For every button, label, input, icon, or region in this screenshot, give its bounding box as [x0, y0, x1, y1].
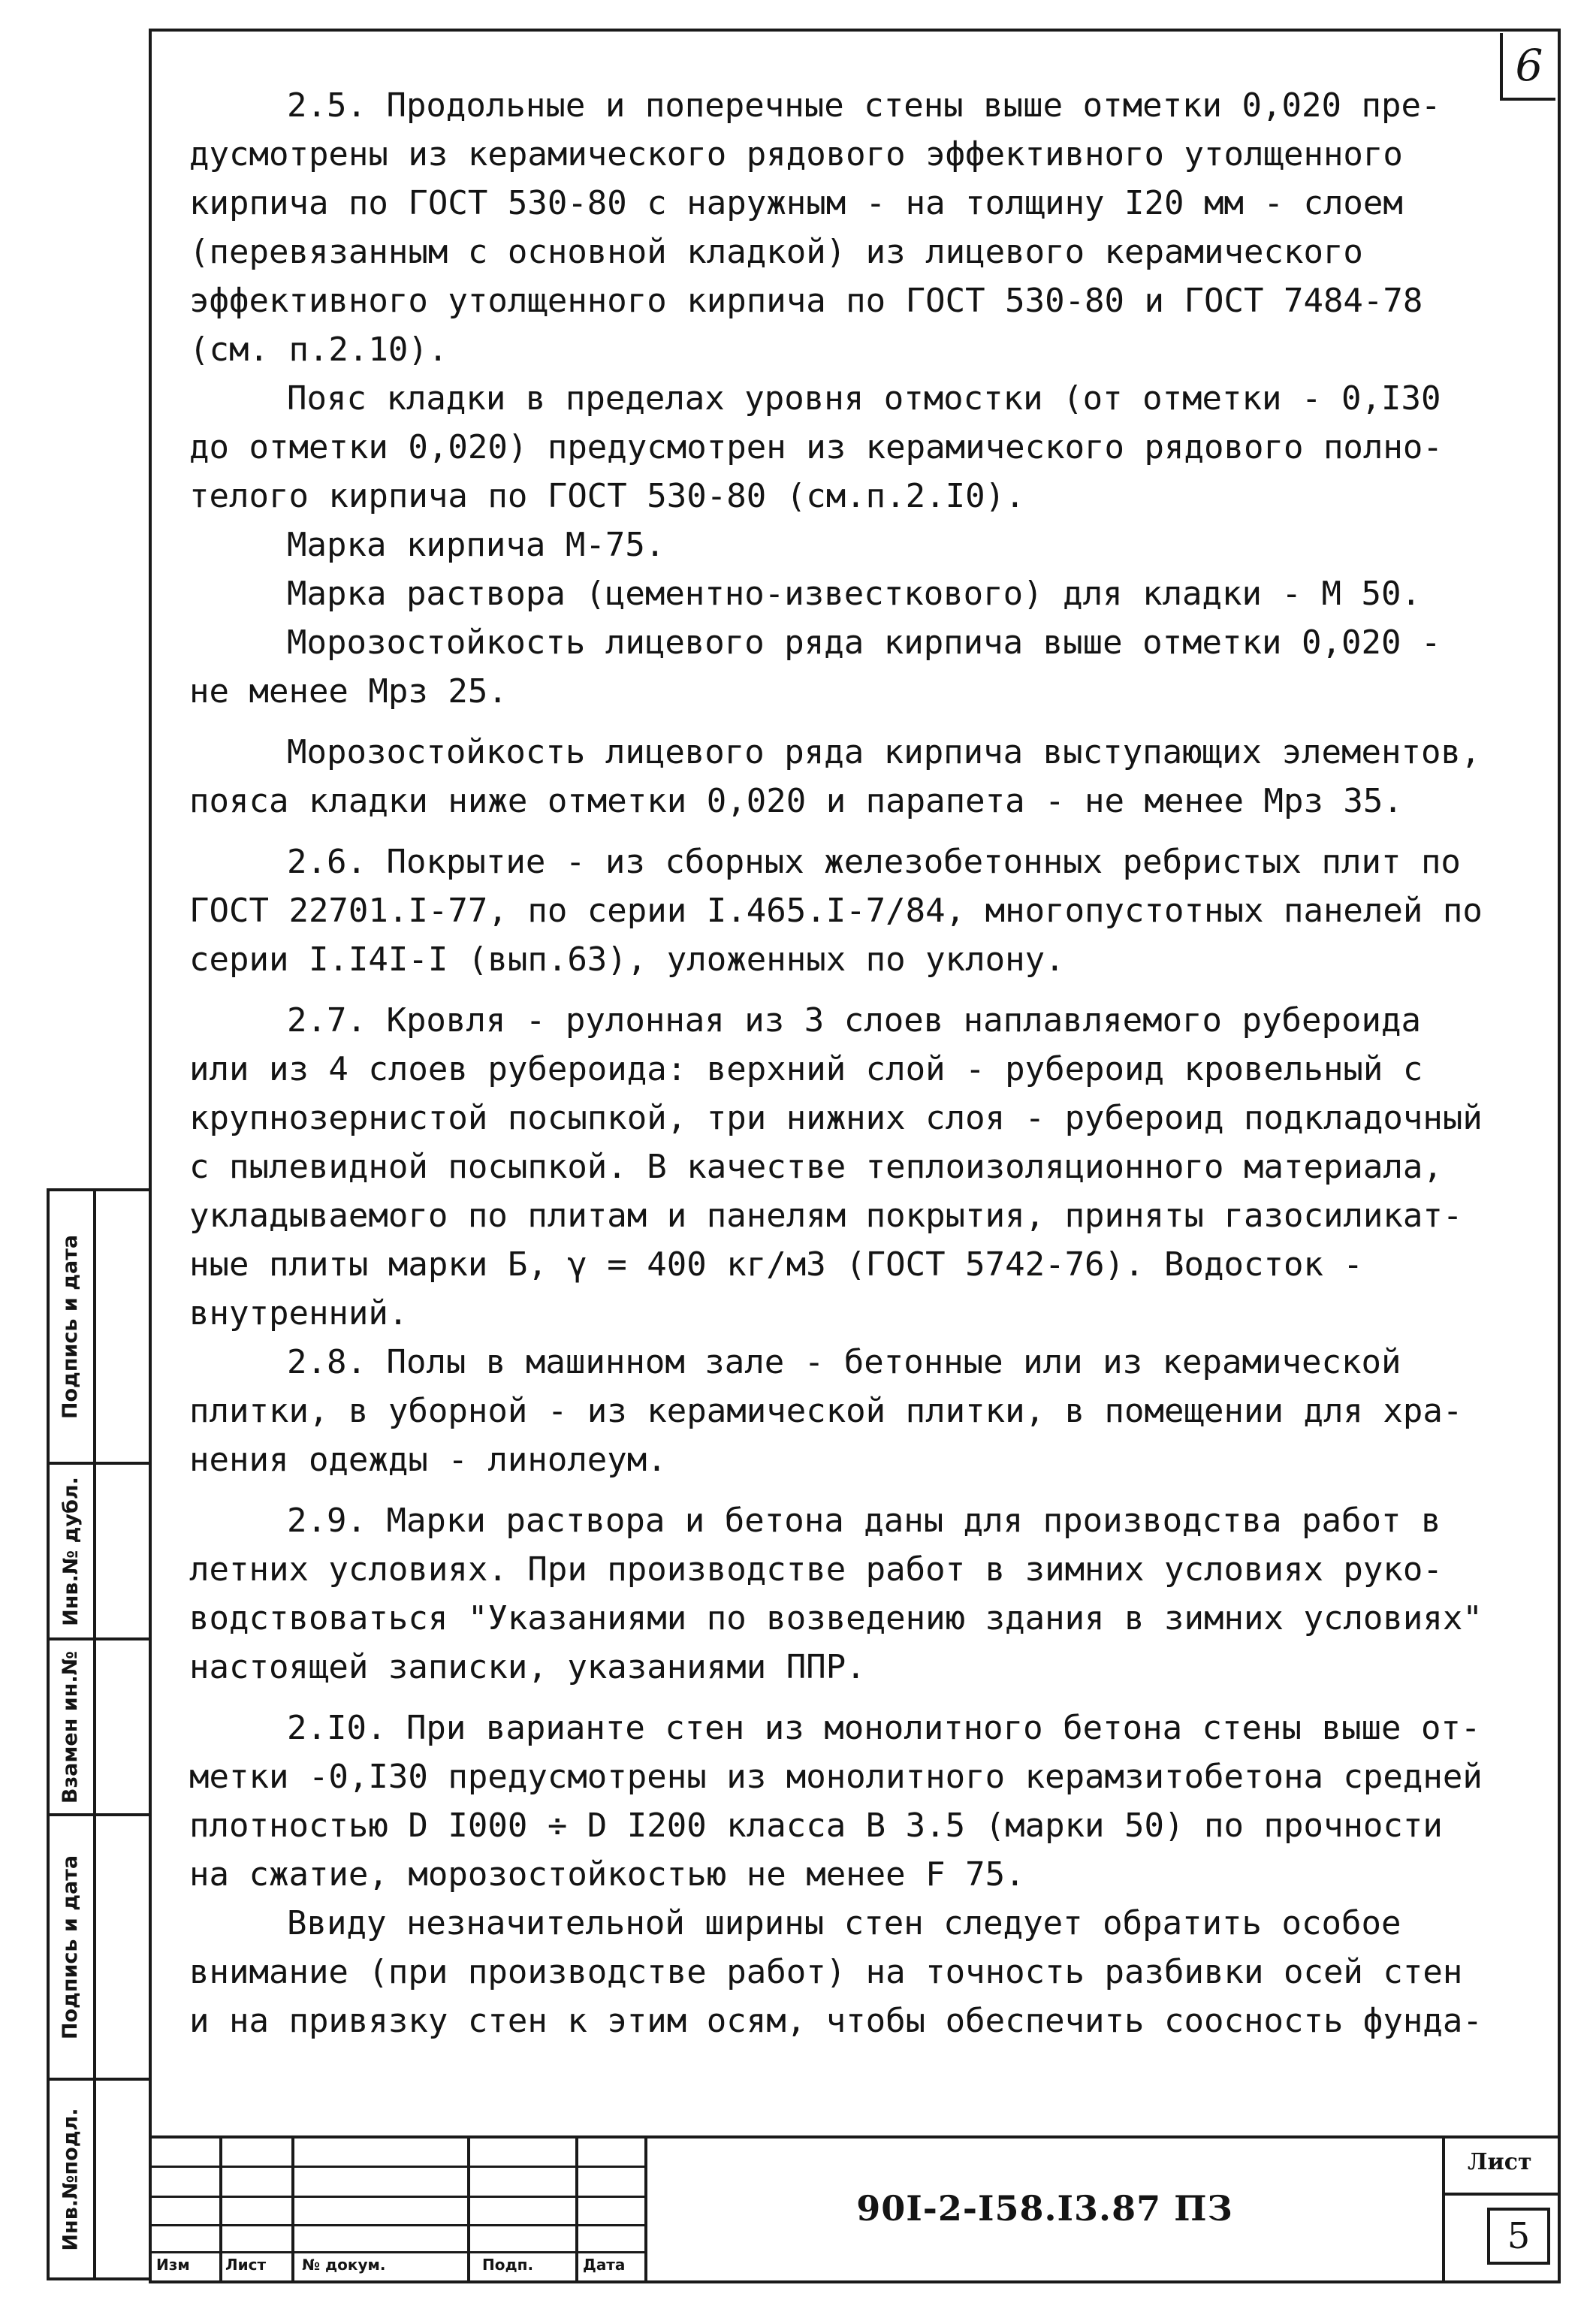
document-body [189, 81, 1534, 2045]
text-line: внимание (при производстве работ) на точность разбивки осей стен [189, 1953, 1463, 1991]
left-stamp-divider [93, 1188, 96, 2280]
paragraph-mortar-grade [189, 569, 1534, 618]
text-line: кирпича по ГОСТ 530-80 с наружным - на толщину I20 мм - слоем [189, 184, 1403, 222]
text-line: плотностью D I000 ÷ D I200 класса В 3.5 (марки 50) по прочности [189, 1806, 1443, 1845]
text-line: с пылевидной посыпкой. В качестве теплоизоляционного материала, [189, 1148, 1443, 1186]
title-block-row-line [152, 2196, 647, 2198]
text-line: летних условиях. При производстве работ в зимних условиях руко- [189, 1550, 1443, 1589]
title-block-row-line [152, 2166, 647, 2168]
text-line: Морозостойкость лицевого ряда кирпича выступающих элементов, [287, 733, 1481, 771]
paragraph-2-10 [189, 1704, 1534, 1899]
header-sheet: Лист [225, 2256, 267, 2274]
text-line: 2.8. Полы в машинном зале - бетонные или из керамической [287, 1343, 1401, 1381]
text-line: (см. п.2.10). [189, 331, 448, 369]
header-signature: Подп. [482, 2256, 534, 2274]
sheet-label: Лист [1468, 2149, 1532, 2175]
paragraph-2-8 [189, 1338, 1534, 1484]
text-line: 2.9. Марки раствора и бетона даны для производства работ в [287, 1502, 1441, 1540]
text-line: плитки, в уборной - из керамической плитки, в помещении для хра- [189, 1392, 1463, 1430]
text-line: до отметки 0,020) предусмотрен из керамического рядового полно- [189, 428, 1443, 466]
text-line: эффективного утолщенного кирпича по ГОСТ 530-80 и ГОСТ 7484-78 [189, 282, 1423, 320]
title-block-col-line [467, 2135, 470, 2280]
text-line: водствоваться "Указаниями по возведению здания в зимних условиях" [189, 1599, 1483, 1637]
document-code: 90I-2-I58.I3.87 ПЗ [856, 2187, 1233, 2229]
paragraph-accuracy [189, 1899, 1534, 2045]
paragraph-frost-2 [189, 728, 1534, 826]
header-change: Изм [156, 2256, 190, 2274]
paragraph-2-6 [189, 838, 1534, 984]
title-block-col-line [575, 2135, 578, 2280]
stamp-label-replace-inv: Взамен ин.№ [59, 1650, 83, 1803]
header-doc-number: № докум. [302, 2256, 386, 2274]
paragraph-2-7 [189, 996, 1534, 1338]
text-line: крупнозернистой посыпкой, три нижних слоя - рубероид подкладочный [189, 1099, 1483, 1137]
stamp-label-duplicate-inv: Инв.№ дубл. [59, 1476, 83, 1626]
paragraph-2-5 [189, 81, 1534, 374]
header-date: Дата [583, 2256, 626, 2274]
title-block-col-line [1442, 2135, 1445, 2280]
text-line: дусмотрены из керамического рядового эффективного утолщенного [189, 135, 1403, 174]
text-line: Ввиду незначительной ширины стен следует обратить особое [287, 1904, 1401, 1942]
text-line: телого кирпича по ГОСТ 530-80 (см.п.2.I0). [189, 477, 1025, 515]
sheet-divider [1442, 2193, 1558, 2196]
text-line: укладываемого по плитам и панелям покрытия, приняты газосиликат- [189, 1197, 1463, 1235]
text-line: Пояс кладки в пределах уровня отмостки (от отметки - 0,I30 [287, 379, 1441, 418]
left-stamp-column [47, 1188, 149, 2280]
text-line: настоящей записки, указаниями ППР. [189, 1648, 866, 1686]
title-block-col-line [291, 2135, 294, 2280]
text-line: Марка раствора (цементно-известкового) для кладки - М 50. [287, 575, 1421, 613]
paragraph-frost-1 [189, 618, 1534, 716]
text-line: метки -0,I30 предусмотрены из монолитного керамзитобетона средней [189, 1758, 1483, 1796]
text-line: ГОСТ 22701.I-77, по серии I.465.I-7/84, многопустотных панелей по [189, 892, 1483, 930]
text-line: ные плиты марки Б, γ = 400 кг/м3 (ГОСТ 5742-76). Водосток - [189, 1245, 1363, 1284]
sheet-number: 5 [1487, 2208, 1550, 2265]
text-line: внутренний. [189, 1294, 409, 1333]
text-line: и на привязку стен к этим осям, чтобы обеспечить соосность фунда- [189, 2002, 1483, 2040]
paragraph-belt [189, 374, 1534, 521]
text-line: (перевязанным с основной кладкой) из лицевого керамического [189, 233, 1363, 271]
stamp-label-signature-date-2: Подпись и дата [59, 1855, 83, 2039]
text-line: на сжатие, морозостойкостью не менее F 75. [189, 1855, 1025, 1894]
text-line: нения одежды - линолеум. [189, 1441, 667, 1479]
text-line: Марка кирпича М-75. [287, 526, 665, 564]
text-line: 2.7. Кровля - рулонная из 3 слоев наплавляемого рубероида [287, 1001, 1421, 1040]
text-line: или из 4 слоев рубероида: верхний слой - рубероид кровельный с [189, 1050, 1423, 1088]
text-line: Морозостойкость лицевого ряда кирпича выше отметки 0,020 - [287, 623, 1441, 662]
text-line: не менее Мрз 25. [189, 672, 508, 711]
text-line: 2.I0. При варианте стен из монолитного бетона стены выше от- [287, 1709, 1481, 1747]
paragraph-brick-grade [189, 521, 1534, 569]
title-block-row-line [152, 2251, 647, 2253]
text-line: пояса кладки ниже отметки 0,020 и парапета - не менее Мрз 35. [189, 782, 1403, 820]
title-block [152, 2135, 1558, 2280]
text-line: серии I.I4I-I (вып.63), уложенных по уклону. [189, 940, 1065, 979]
title-block-col-line [219, 2135, 222, 2280]
stamp-label-original-inv: Инв.№подл. [59, 2107, 83, 2251]
text-line: 2.6. Покрытие - из сборных железобетонных ребристых плит по [287, 843, 1461, 881]
paragraph-2-9 [189, 1496, 1534, 1692]
stamp-label-signature-date: Подпись и дата [59, 1234, 83, 1419]
text-line: 2.5. Продольные и поперечные стены выше отметки 0,020 пре- [287, 86, 1441, 125]
title-block-row-line [152, 2224, 647, 2226]
page-number: 6 [1500, 33, 1555, 101]
